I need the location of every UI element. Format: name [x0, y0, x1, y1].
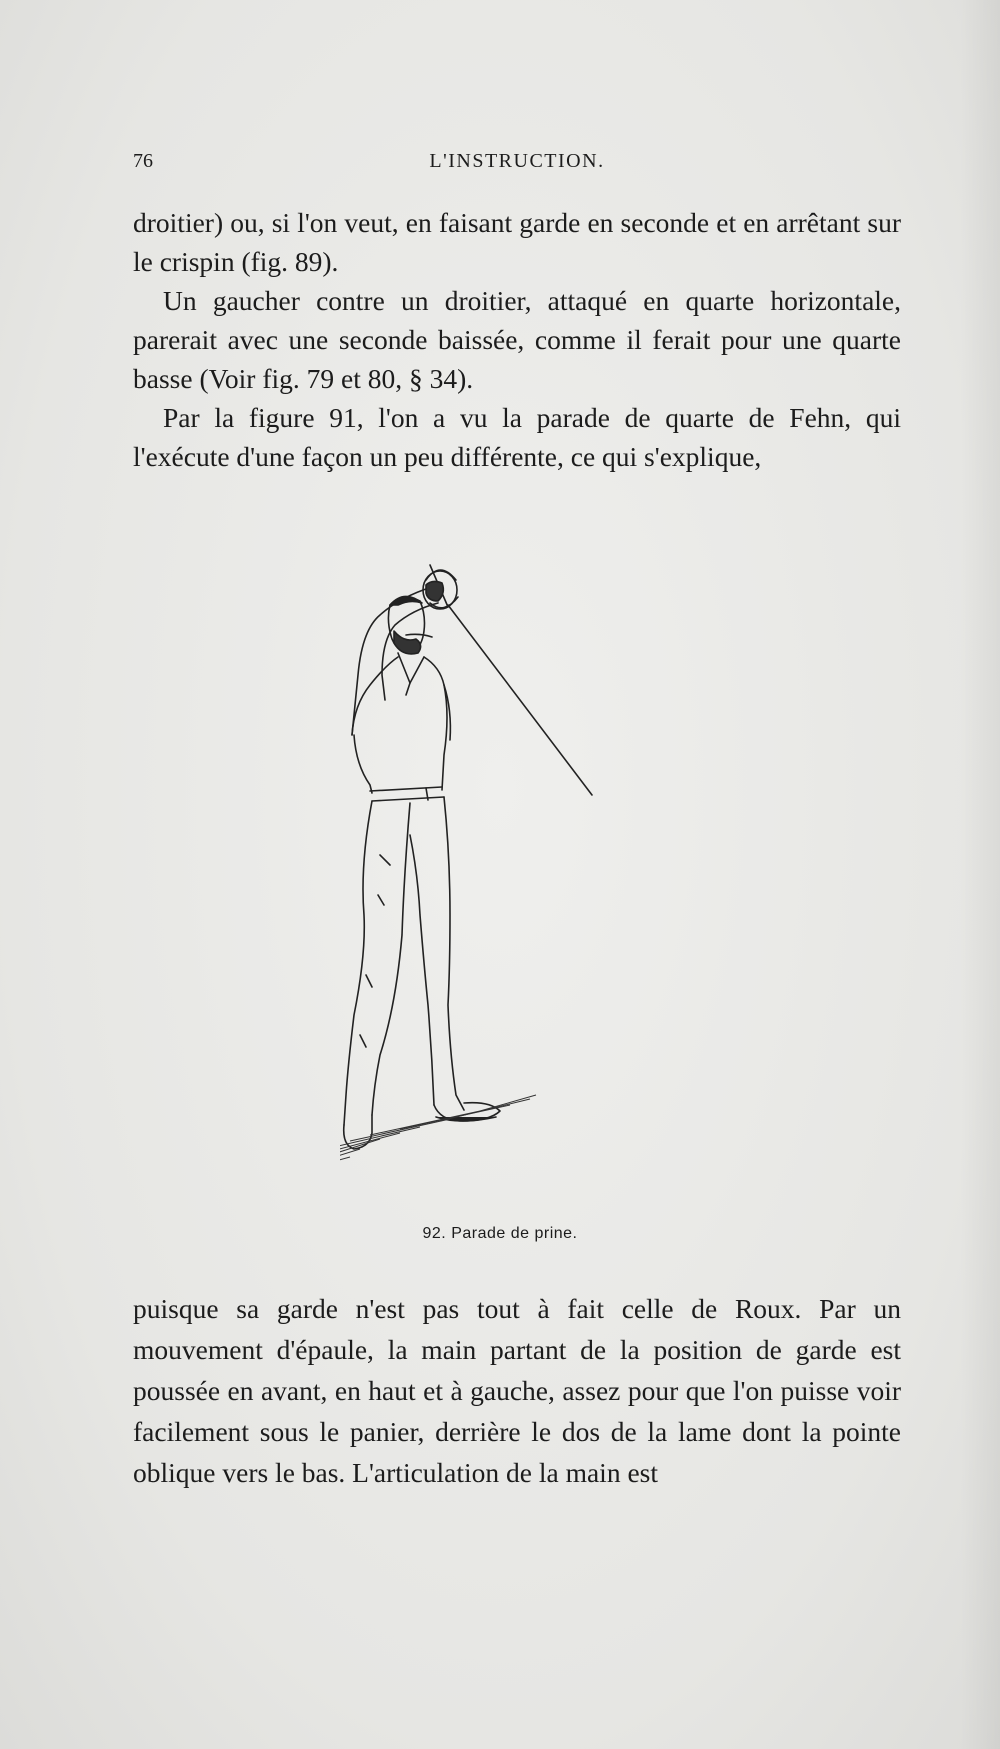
belt	[370, 787, 442, 791]
running-head: L'INSTRUCTION.	[429, 150, 605, 172]
body-text-top	[133, 203, 901, 476]
paragraph-continued: puisque sa garde n'est pas tout à fait celle de Roux. Par un mouvement d'épaule, la main partant de la position de garde est poussée en avant, en haut et à gauche, assez pour que l'on puisse voir facilement sous le panier, derrière le dos de la lame dont la pointe oblique vers le bas. L'articulation de la main est	[133, 1293, 901, 1488]
page-number: 76	[133, 150, 153, 172]
fencer-illustration	[340, 535, 670, 1215]
ground-shadow	[340, 1095, 536, 1163]
paragraph: Un gaucher contre un droitier, attaqué en quarte horizontale, parerait avec une seconde baissée, comme il ferait pour une quarte basse (Voir fig. 79 et 80, § 34).	[133, 285, 901, 394]
paragraph: Par la figure 91, l'on a vu la parade de quarte de Fehn, qui l'exécute d'une façon un peu différente, ce qui s'explique,	[133, 402, 901, 472]
figure-caption: 92. Parade de prine.	[422, 1225, 578, 1242]
page-header	[133, 150, 901, 180]
fencer-drawing	[340, 535, 670, 1215]
sword-blade	[448, 605, 592, 795]
page-edge-shadow	[960, 0, 1000, 1749]
body-text-bottom	[133, 1288, 901, 1493]
right-leg	[444, 797, 464, 1110]
left-leg	[344, 801, 372, 1125]
paragraph-continued: droitier) ou, si l'on veut, en faisant garde en seconde et en arrêtant sur le crispin (fig. 89).	[133, 207, 901, 277]
